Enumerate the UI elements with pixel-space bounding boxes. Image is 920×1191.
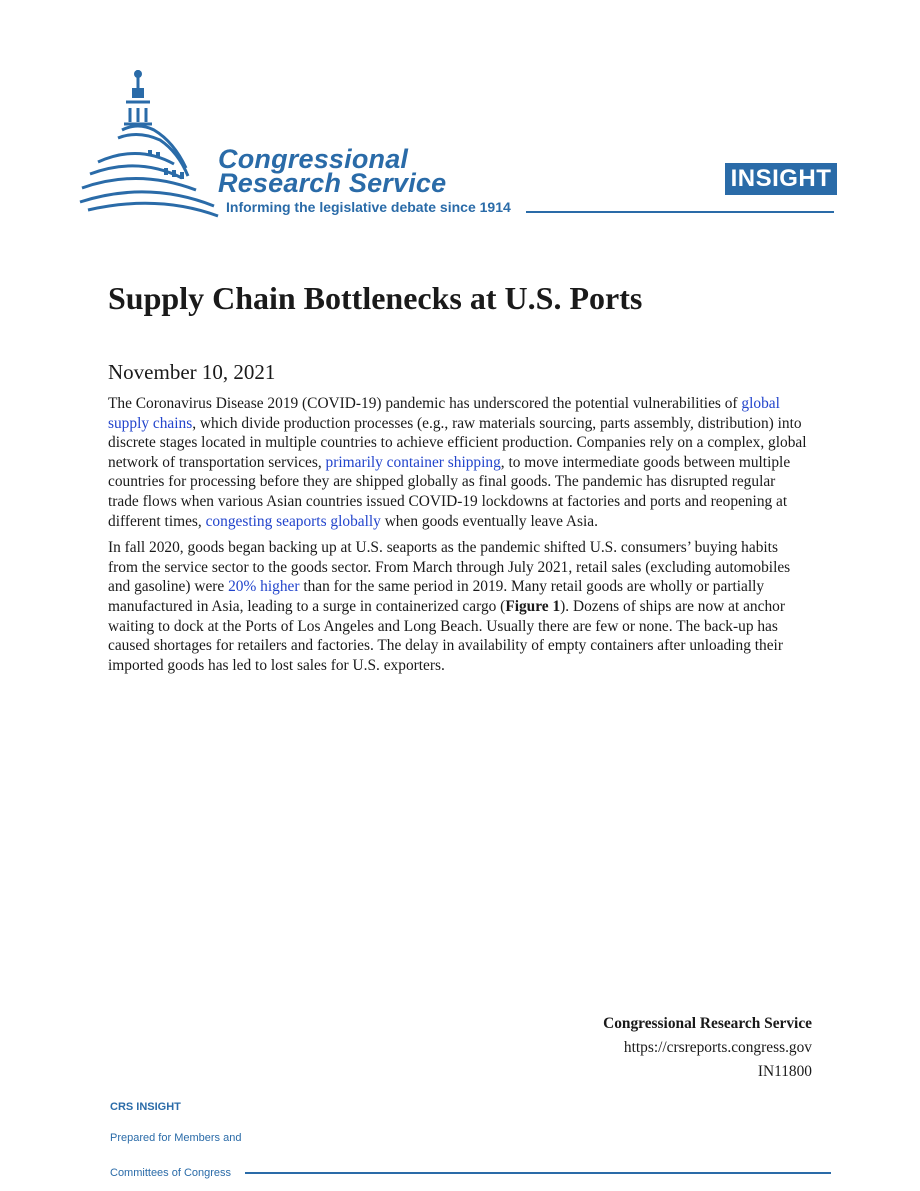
link-congesting-seaports-globally[interactable]: congesting seaports globally (205, 512, 381, 530)
insight-badge: INSIGHT (725, 163, 837, 195)
p1-text-2: , which divide production processes (e.g., raw materials sourcing, parts assembly, distribution) into discrete stages located in multiple countries to achieve efficient production. Companies rely on a complex, global network of transportation services, (108, 414, 807, 471)
p1-text-1: The Coronavirus Disease 2019 (COVID-19) pandemic has underscored the potential vulnerabilities of (108, 395, 742, 412)
contact-org: Congressional Research Service (603, 1015, 812, 1032)
link-primarily-container-shipping[interactable]: primarily container shipping (325, 453, 501, 471)
p2-text-1: In fall 2020, goods began backing up at U.S. seaports as the pandemic shifted U.S. consumers’ buying habits from the service sector to the goods sector. From March through July 2021, retail sales (excluding automobiles and gasoline) were (108, 539, 791, 596)
footer-committees: Committees of Congress (110, 1167, 232, 1179)
figure-1-reference: Figure 1 (505, 597, 561, 615)
report-id: IN11800 (757, 1063, 812, 1080)
logo-tagline: Informing the legislative debate since 1914 (226, 199, 511, 215)
contact-url[interactable]: https://crsreports.congress.gov (623, 1039, 812, 1056)
footer-crs-insight: CRS INSIGHT (110, 1101, 181, 1113)
p1-text-3: , to move intermediate goods between multiple countries for processing before they are shipped globally as final goods. The pandemic has disrupted regular trade flows when various Asian countries issued COVID-19 lockdowns at factories and ports and reopening at different times, (108, 453, 791, 530)
logo-wordmark-line1: Congressional (218, 144, 409, 174)
contact-block (603, 1012, 812, 1084)
footer-divider (245, 1172, 831, 1174)
p2-text-3: ). Dozens of ships are now at anchor waiting to dock at the Ports of Los Angeles and Long Beach. Usually there are few or none. The back-up has caused shortages for retailers and factories. The delay in availability of empty containers after unloading their imported goods has led to lost sales for U.S. exporters. (108, 597, 785, 674)
header-divider (526, 211, 834, 213)
paragraph-1 (108, 394, 808, 531)
link-20-percent-higher[interactable]: 20% higher (228, 578, 300, 596)
document-body (108, 394, 808, 682)
page-title: Supply Chain Bottlenecks at U.S. Ports (108, 280, 643, 316)
crs-logo (78, 64, 538, 220)
link-global-supply-chains[interactable]: global supply chains (108, 395, 780, 432)
logo-wordmark-line2: Research Service (218, 168, 447, 198)
p1-text-4: when goods eventually leave Asia. (380, 512, 598, 530)
publication-date: November 10, 2021 (108, 360, 276, 384)
capitol-dome-icon (78, 64, 228, 220)
footer-prepared-for: Prepared for Members and (110, 1132, 242, 1144)
p2-text-2: than for the same period in 2019. Many retail goods are wholly or partially manufactured in Asia, leading to a surge in containerized cargo ( (108, 578, 765, 615)
paragraph-2 (108, 538, 808, 675)
